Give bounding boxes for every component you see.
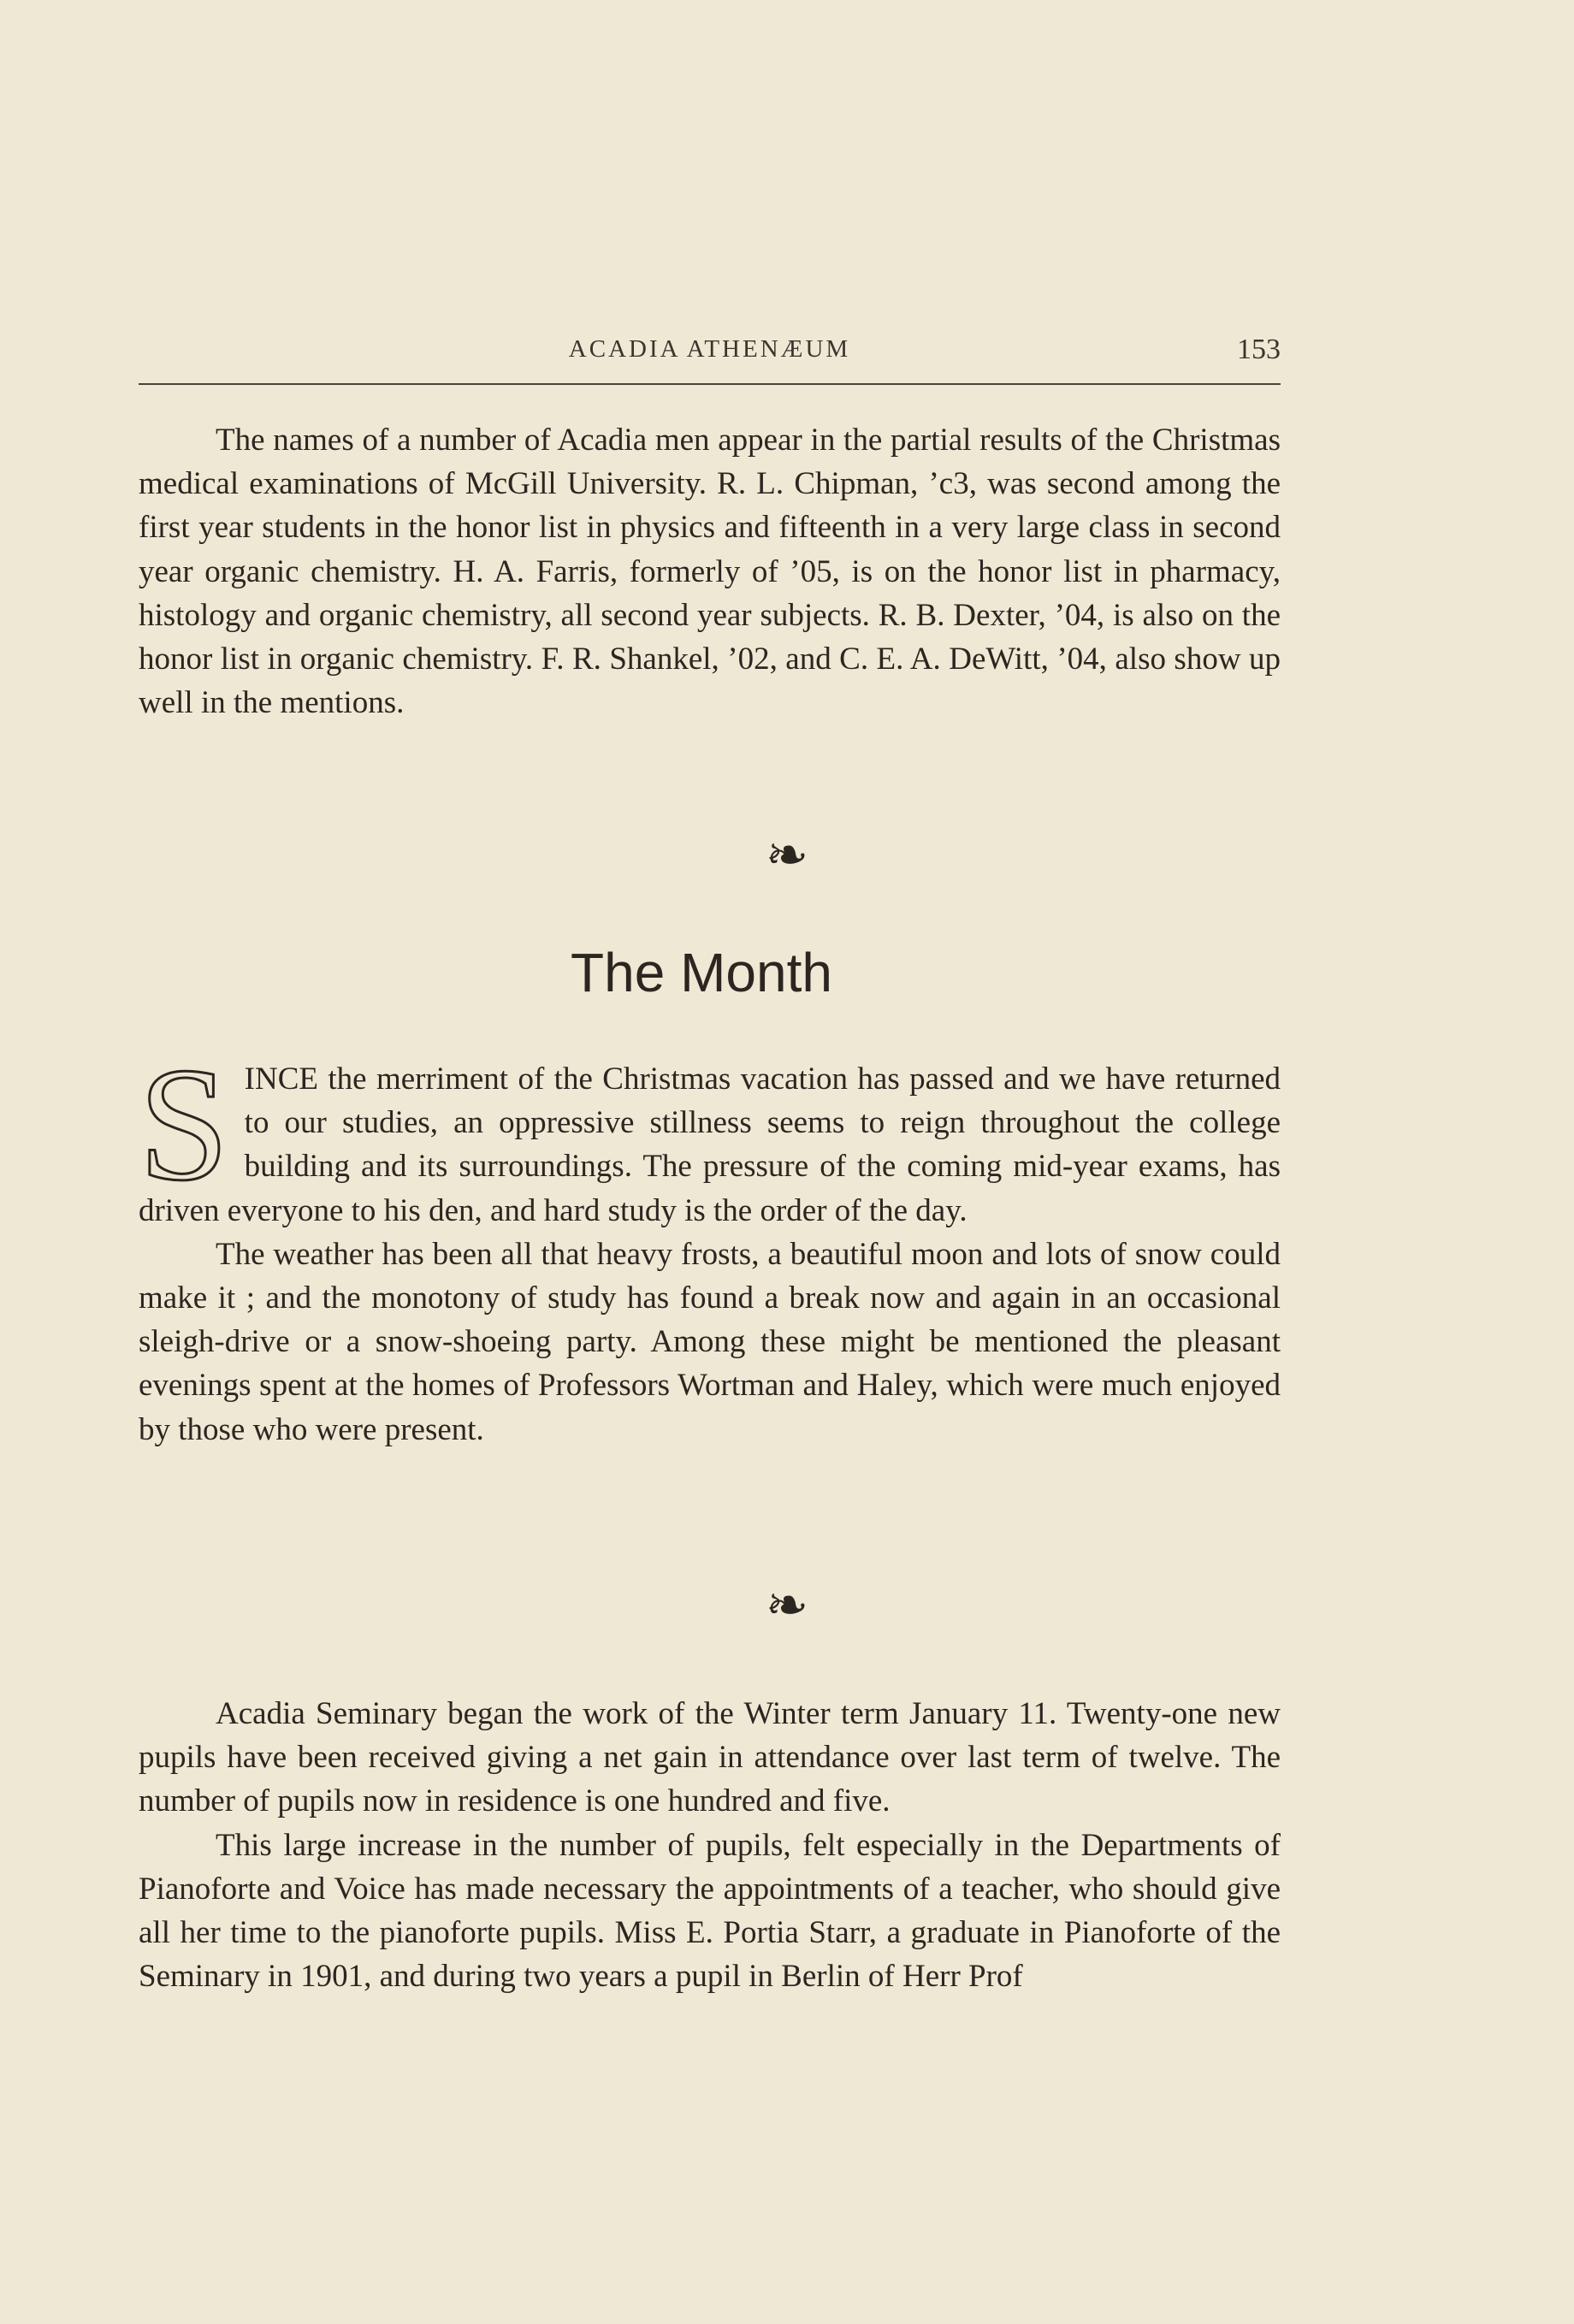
paragraph-text: INCE the merriment of the Christmas vacation has passed and we have returned to our studies, an oppressive stillness seems to reign throughout the college building and its surroundings. The pressure of the coming mid-year exams, has driven everyone to his den, and hard study is the order of the day. xyxy=(139,1061,1281,1228)
paragraph: The names of a number of Acadia men appear in the partial results of the Christmas medical examinations of McGill University. R. L. Chipman, ’c3, was second among the first year students in the honor list in physics and fifteenth in a very large class in second year organic chemistry. H. A. Farris, formerly of ’05, is on the honor list in pharmacy, histology and organic chemistry, all second year subjects. R. B. Dexter, ’04, is also on the honor list in organic chemistry. F. R. Shankel, ’02, and C. E. A. DeWitt, ’04, also show up well in the mentions. xyxy=(139,423,1281,721)
header-rule xyxy=(139,383,1281,385)
seminary-section xyxy=(139,1692,1281,1998)
drop-cap: S xyxy=(139,1035,229,1215)
paragraph xyxy=(139,1035,1281,1233)
fleuron-ornament: ❧ xyxy=(765,827,809,884)
fleuron-ornament: ❧ xyxy=(765,1577,809,1634)
page-number: 153 xyxy=(1237,334,1281,365)
paragraph: The weather has been all that heavy frosts, a beautiful moon and lots of snow could make it ; and the monotony of study has found a break now and again in an occasional sleigh-drive or a snow-shoeing party. Among these might be mentioned the pleasant evenings spent at the homes of Professors Wortman and Haley, which were much enjoyed by those who were present. xyxy=(139,1236,1281,1447)
paragraph: Acadia Seminary began the work of the Winter term January 11. Twenty-one new pupils have been received giving a net gain in attendance over last term of twelve. The number of pupils now in residence is one hundred and five. xyxy=(139,1696,1281,1819)
mcgill-results-section xyxy=(139,418,1281,724)
running-title: ACADIA ATHENÆUM xyxy=(568,335,851,363)
running-head xyxy=(139,332,1281,373)
the-month-section xyxy=(139,1035,1281,1452)
section-title: The Month xyxy=(571,942,832,1003)
paragraph: This large increase in the number of pupils, felt especially in the Departments of Pianoforte and Voice has made necessary the appointments of a teacher, who should give all her time to the pianoforte pupils. Miss E. Portia Starr, a graduate in Pianoforte of the Seminary in 1901, and during two years a pupil in Berlin of Herr Prof xyxy=(139,1827,1281,1995)
